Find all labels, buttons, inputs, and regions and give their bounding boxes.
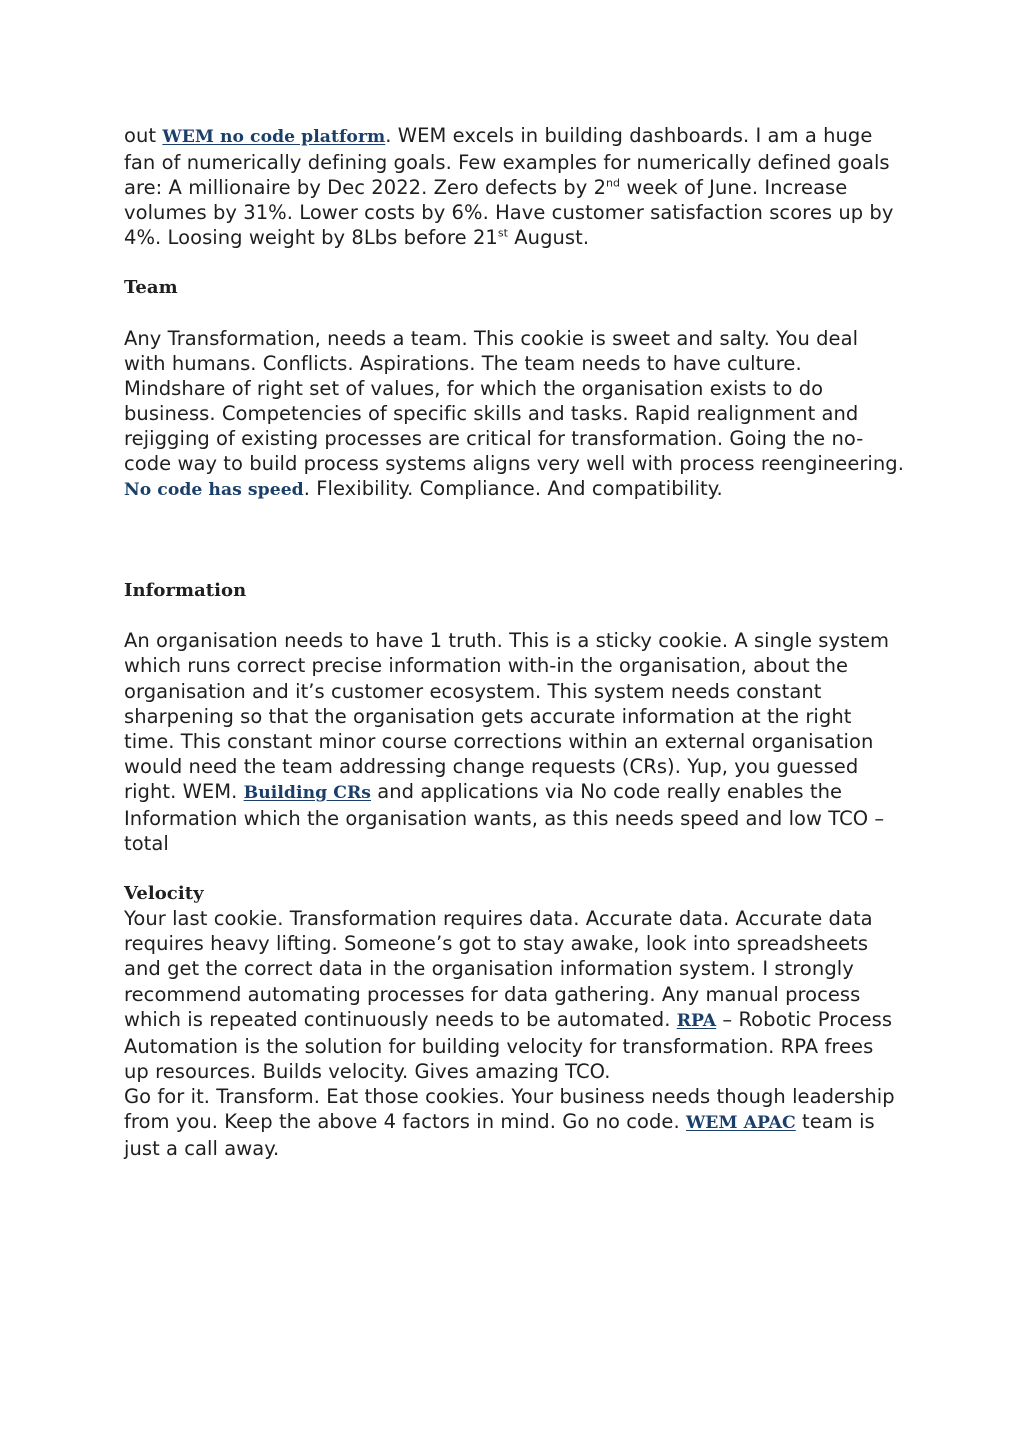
building-crs-link[interactable]: Building CRs	[243, 782, 372, 803]
intro-text-2: . WEM excels in building dashboards. I am a huge fan of numerically defining goals. Few examples for numerically defined goals are: A millionaire by Dec 2022. Zero defects by 2	[124, 124, 890, 200]
intro-text-3: week of June. Increase volumes by 31%. Lower costs by 6%. Have customer satisfaction scores up by 4%. Loosing weight by 8Lbs before 21	[124, 176, 894, 250]
spacer	[124, 250, 904, 275]
team-paragraph	[124, 326, 904, 504]
velocity-heading: Velocity	[124, 883, 204, 905]
spacer	[124, 301, 904, 326]
information-text-2: and applications via No code really enables the Information which the organisation wants, as this needs speed and low TCO – total	[124, 779, 885, 856]
information-heading: Information	[124, 580, 247, 602]
velocity-text-1: Your last cookie. Transformation requires data. Accurate data. Accurate data requires heavy lifting. Someone’s got to stay awake, look into spreadsheets and get the correct data in the organisation information system. I strongly recommend automating processes for data gathering. Any manual process which is repeated continuously needs to be automated.	[124, 907, 873, 1031]
intro-text-4: August.	[508, 226, 590, 250]
spacer	[124, 603, 904, 628]
team-text-1: Any Transformation, needs a team. This cookie is sweet and salty. You deal with humans. Conflicts. Aspirations. The team needs to have culture. Mindshare of right set of values, for which the organisation exists to do business. Competencies of specific skills and tasks. Rapid realignment and rejigging of existing processes are critical for transformation. Going the no-code way to build process systems aligns very well with process reengineering.	[124, 326, 904, 476]
velocity-paragraph	[124, 906, 904, 1084]
wem-no-code-platform-link[interactable]: WEM no code platform	[162, 127, 386, 147]
information-paragraph	[124, 628, 904, 856]
spacer	[124, 503, 904, 578]
closing-paragraph	[124, 1084, 904, 1161]
rpa-link[interactable]: RPA	[676, 1010, 717, 1031]
no-code-has-speed-emphasis: No code has speed	[124, 480, 304, 501]
wem-apac-link[interactable]: WEM APAC	[685, 1113, 796, 1133]
information-text-1: An organisation needs to have 1 truth. This is a sticky cookie. A single system which runs correct precise information with-in the organisation, about the organisation and it’s customer ecosystem. This system needs constant sharpening so that the organisation gets accurate information at the right time. This constant minor course corrections within an external organisation would need the team addressing change requests (CRs). Yup, you guessed right. WEM.	[124, 629, 890, 803]
closing-text-1: Go for it. Transform. Eat those cookies. Your business needs though leadership from you. Keep the above 4 factors in mind. Go no code.	[124, 1084, 895, 1133]
team-heading: Team	[124, 277, 178, 299]
document-page	[124, 123, 904, 1161]
team-text-2: . Flexibility. Compliance. And compatibility.	[303, 477, 723, 501]
intro-superscript-st: st	[497, 226, 509, 240]
closing-text-2: team is just a call away.	[124, 1110, 875, 1161]
intro-superscript-nd: nd	[606, 176, 621, 190]
intro-paragraph	[124, 123, 904, 250]
velocity-text-2: – Robotic Process Automation is the solution for building velocity for transformation. RPA frees up resources. Builds velocity. Gives amazing TCO.	[124, 1007, 893, 1083]
intro-text-1: out	[124, 124, 163, 147]
spacer	[124, 856, 904, 881]
